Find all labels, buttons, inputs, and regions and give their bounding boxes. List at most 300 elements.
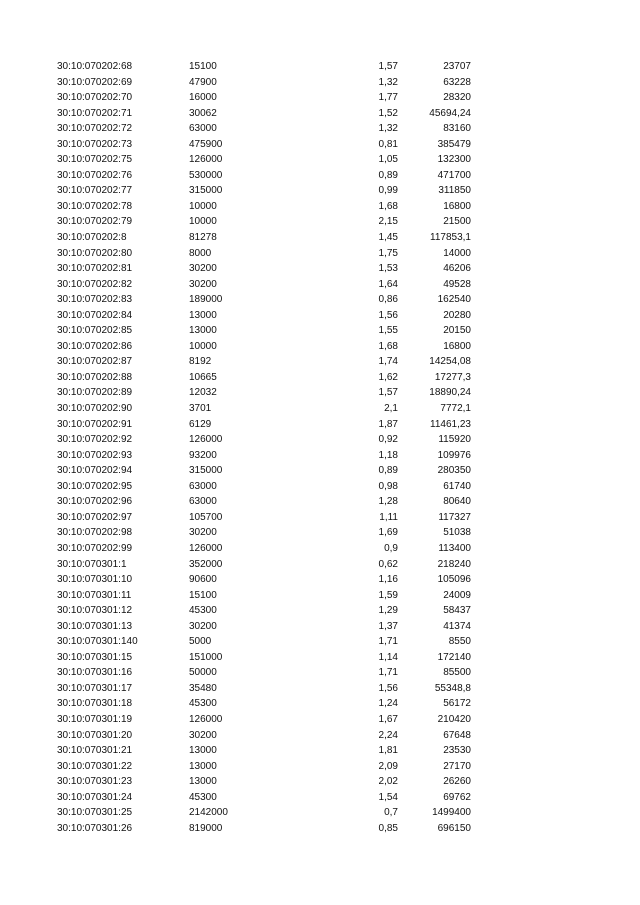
cadastral-number-cell: 30:10:070202:73 [57,138,133,150]
cadastral-number-cell: 30:10:070301:15 [57,651,133,663]
factor-cell: 0,99 [378,185,398,197]
cadastral-number-cell: 30:10:070301:13 [57,620,133,632]
value-cell: 56172 [443,698,471,710]
cadastral-number-cell: 30:10:070202:88 [57,371,133,383]
cadastral-number-cell: 30:10:070202:89 [57,387,133,399]
amount-cell: 47900 [189,76,217,88]
value-cell: 109976 [437,449,471,461]
factor-cell: 1,55 [378,325,398,337]
table-row [57,277,471,293]
factor-cell: 1,45 [378,232,398,244]
table-row [57,790,471,806]
table-row [57,385,471,401]
cadastral-number-cell: 30:10:070301:25 [57,807,133,819]
spacer-cell [309,681,363,697]
factor-cell: 1,24 [378,698,398,710]
amount-cell: 105700 [189,511,223,523]
spacer-cell [309,308,363,324]
value-cell: 49528 [443,278,471,290]
cadastral-number-cell: 30:10:070301:24 [57,791,133,803]
value-cell: 58437 [443,605,471,617]
value-cell: 28320 [443,92,471,104]
cadastral-number-cell: 30:10:070301:140 [57,636,138,648]
factor-cell: 0,62 [378,558,398,570]
cadastral-number-cell: 30:10:070202:81 [57,263,133,275]
factor-cell: 2,02 [378,776,398,788]
table-row [57,152,471,168]
amount-cell: 93200 [189,449,217,461]
table-row [57,370,471,386]
table-row [57,572,471,588]
cadastral-number-cell: 30:10:070202:72 [57,123,133,135]
amount-cell: 10000 [189,216,217,228]
amount-cell: 5000 [189,636,212,648]
factor-cell: 0,98 [378,480,398,492]
factor-cell: 2,1 [384,403,398,415]
amount-cell: 30200 [189,263,217,275]
cadastral-number-cell: 30:10:070301:10 [57,574,133,586]
factor-cell: 0,92 [378,434,398,446]
cadastral-number-cell: 30:10:070202:94 [57,465,133,477]
factor-cell: 1,64 [378,278,398,290]
amount-cell: 45300 [189,791,217,803]
value-cell: 11461,23 [430,418,471,430]
spacer-cell [309,572,363,588]
cadastral-number-cell: 30:10:070202:95 [57,480,133,492]
cadastral-number-cell: 30:10:070202:68 [57,61,133,72]
cadastral-number-cell: 30:10:070202:87 [57,356,133,368]
table-row [57,323,471,339]
cadastral-number-cell: 30:10:070301:23 [57,776,133,788]
amount-cell: 35480 [189,682,217,694]
factor-cell: 0,85 [378,822,398,834]
cadastral-number-cell: 30:10:070202:85 [57,325,133,337]
factor-cell: 2,15 [378,216,398,228]
amount-cell: 13000 [189,776,217,788]
table-row [57,821,471,837]
table-row [57,417,471,433]
value-cell: 8550 [448,636,471,648]
amount-cell: 3701 [189,403,212,415]
spacer-cell [309,277,363,293]
value-cell: 218240 [437,558,471,570]
table-row [57,401,471,417]
table-row [57,743,471,759]
spacer-cell [309,448,363,464]
amount-cell: 475900 [189,138,223,150]
value-cell: 63228 [443,76,471,88]
spacer-cell [309,230,363,246]
factor-cell: 2,09 [378,760,398,772]
value-cell: 1499400 [432,807,471,819]
amount-cell: 30200 [189,278,217,290]
factor-cell: 1,29 [378,605,398,617]
value-cell: 23530 [443,745,471,757]
cadastral-number-cell: 30:10:070202:83 [57,294,133,306]
table-row [57,106,471,122]
factor-cell: 1,28 [378,496,398,508]
value-cell: 51038 [443,527,471,539]
cadastral-number-cell: 30:10:070301:12 [57,605,133,617]
table-row [57,230,471,246]
amount-cell: 315000 [189,465,223,477]
value-cell: 113400 [438,542,471,554]
amount-cell: 30200 [189,527,217,539]
spacer-cell [309,463,363,479]
table-row [57,463,471,479]
factor-cell: 0,9 [384,542,398,554]
table-row [57,774,471,790]
value-cell: 471700 [437,169,471,181]
spacer-cell [309,199,363,215]
factor-cell: 0,81 [378,138,398,150]
table-row [57,510,471,526]
spacer-cell [309,696,363,712]
table-row [57,448,471,464]
amount-cell: 8192 [189,356,212,368]
factor-cell: 0,89 [378,169,398,181]
factor-cell: 0,89 [378,465,398,477]
factor-cell: 1,05 [378,154,398,166]
factor-cell: 1,57 [378,387,398,399]
table-row [57,759,471,775]
amount-cell: 530000 [189,169,223,181]
value-cell: 311850 [438,185,471,197]
table-row [57,137,471,153]
table-row [57,246,471,262]
data-table [57,59,471,836]
value-cell: 26260 [443,776,471,788]
table-row [57,479,471,495]
value-cell: 115920 [438,434,471,446]
cadastral-number-cell: 30:10:070301:22 [57,760,133,772]
amount-cell: 126000 [189,713,223,725]
spacer-cell [309,588,363,604]
table-row [57,183,471,199]
cadastral-number-cell: 30:10:070202:80 [57,247,133,259]
amount-cell: 45300 [189,605,217,617]
amount-cell: 126000 [189,154,223,166]
factor-cell: 0,86 [378,294,398,306]
table-row [57,712,471,728]
table-row [57,619,471,635]
table-row [57,525,471,541]
value-cell: 210420 [437,713,471,725]
spacer-cell [309,650,363,666]
amount-cell: 13000 [189,760,217,772]
cadastral-number-cell: 30:10:070202:8 [57,232,127,244]
factor-cell: 1,62 [378,371,398,383]
table-row [57,121,471,137]
value-cell: 7772,1 [440,403,471,415]
table-row [57,75,471,91]
spacer-cell [309,59,363,75]
table-row [57,557,471,573]
factor-cell: 0,7 [384,807,398,819]
spacer-cell [309,121,363,137]
cadastral-number-cell: 30:10:070202:92 [57,434,133,446]
spacer-cell [309,323,363,339]
value-cell: 17277,3 [434,371,471,383]
value-cell: 172140 [437,651,471,663]
amount-cell: 16000 [189,92,217,104]
value-cell: 80640 [443,496,471,508]
value-cell: 105096 [437,574,471,586]
factor-cell: 1,75 [378,247,398,259]
table-body [57,59,471,836]
table-row [57,214,471,230]
factor-cell: 1,57 [378,61,398,72]
spacer-cell [309,292,363,308]
amount-cell: 10000 [189,200,217,212]
spacer-cell [309,246,363,262]
cadastral-number-cell: 30:10:070202:86 [57,340,133,352]
table-row [57,261,471,277]
table-row [57,588,471,604]
cadastral-number-cell: 30:10:070301:26 [57,822,133,834]
amount-cell: 126000 [189,434,223,446]
amount-cell: 126000 [189,542,223,554]
spacer-cell [309,712,363,728]
value-cell: 41374 [443,620,471,632]
value-cell: 18890,24 [429,387,471,399]
amount-cell: 8000 [189,247,212,259]
factor-cell: 1,54 [378,791,398,803]
value-cell: 85500 [443,667,471,679]
value-cell: 14000 [443,247,471,259]
factor-cell: 1,59 [378,589,398,601]
factor-cell: 1,56 [378,309,398,321]
table-row [57,681,471,697]
cadastral-number-cell: 30:10:070301:18 [57,698,133,710]
value-cell: 16800 [443,200,471,212]
amount-cell: 63000 [189,496,217,508]
spacer-cell [309,168,363,184]
amount-cell: 151000 [189,651,223,663]
cadastral-number-cell: 30:10:070202:76 [57,169,133,181]
spacer-cell [309,137,363,153]
factor-cell: 1,68 [378,340,398,352]
cadastral-number-cell: 30:10:070301:1 [57,558,127,570]
factor-cell: 1,52 [378,107,398,119]
cadastral-number-cell: 30:10:070202:99 [57,542,133,554]
factor-cell: 1,37 [378,620,398,632]
value-cell: 46206 [443,263,471,275]
spacer-cell [309,417,363,433]
spacer-cell [309,261,363,277]
spacer-cell [309,494,363,510]
factor-cell: 1,74 [378,356,398,368]
cadastral-number-cell: 30:10:070202:93 [57,449,133,461]
spacer-cell [309,634,363,650]
table-row [57,339,471,355]
cadastral-number-cell: 30:10:070202:69 [57,76,133,88]
table-row [57,696,471,712]
value-cell: 21500 [443,216,471,228]
factor-cell: 1,32 [378,123,398,135]
spacer-cell [309,603,363,619]
spacer-cell [309,339,363,355]
value-cell: 14254,08 [429,356,471,368]
spacer-cell [309,90,363,106]
spacer-cell [309,354,363,370]
spacer-cell [309,370,363,386]
amount-cell: 15100 [189,589,217,601]
spacer-cell [309,619,363,635]
spacer-cell [309,790,363,806]
amount-cell: 63000 [189,123,217,135]
cadastral-number-cell: 30:10:070301:17 [57,682,133,694]
table-row [57,354,471,370]
cadastral-number-cell: 30:10:070301:16 [57,667,133,679]
value-cell: 696150 [437,822,471,834]
cadastral-number-cell: 30:10:070202:96 [57,496,133,508]
factor-cell: 1,71 [378,667,398,679]
value-cell: 83160 [443,123,471,135]
amount-cell: 63000 [189,480,217,492]
cadastral-number-cell: 30:10:070301:20 [57,729,133,741]
amount-cell: 30200 [189,729,217,741]
factor-cell: 1,68 [378,200,398,212]
value-cell: 20150 [443,325,471,337]
spacer-cell [309,401,363,417]
cadastral-number-cell: 30:10:070202:79 [57,216,133,228]
amount-cell: 10665 [189,371,217,383]
table-row [57,168,471,184]
factor-cell: 1,16 [378,574,398,586]
amount-cell: 2142000 [189,807,228,819]
table-row [57,634,471,650]
table-row [57,541,471,557]
table-row [57,805,471,821]
amount-cell: 352000 [189,558,223,570]
amount-cell: 30062 [189,107,217,119]
spacer-cell [309,183,363,199]
cadastral-number-cell: 30:10:070202:98 [57,527,133,539]
value-cell: 67648 [443,729,471,741]
factor-cell: 1,53 [378,263,398,275]
amount-cell: 81278 [189,232,217,244]
value-cell: 385479 [437,138,471,150]
amount-cell: 90600 [189,574,217,586]
spacer-cell [309,557,363,573]
factor-cell: 1,11 [379,511,398,523]
factor-cell: 1,67 [378,713,398,725]
spacer-cell [309,759,363,775]
cadastral-number-cell: 30:10:070202:82 [57,278,133,290]
spacer-cell [309,541,363,557]
amount-cell: 10000 [189,340,217,352]
value-cell: 16800 [443,340,471,352]
value-cell: 117853,1 [430,232,471,244]
spacer-cell [309,774,363,790]
amount-cell: 6129 [189,418,212,430]
spacer-cell [309,385,363,401]
amount-cell: 13000 [189,325,217,337]
spacer-cell [309,106,363,122]
spacer-cell [309,743,363,759]
spacer-cell [309,432,363,448]
spacer-cell [309,821,363,837]
amount-cell: 30200 [189,620,217,632]
value-cell: 280350 [437,465,471,477]
table-row [57,603,471,619]
value-cell: 55348,8 [434,682,471,694]
amount-cell: 15100 [189,61,217,72]
table-row [57,432,471,448]
factor-cell: 1,56 [378,682,398,694]
value-cell: 24009 [443,589,471,601]
cadastral-number-cell: 30:10:070202:97 [57,511,133,523]
value-cell: 69762 [443,791,471,803]
cadastral-number-cell: 30:10:070202:90 [57,403,133,415]
cadastral-number-cell: 30:10:070202:70 [57,92,133,104]
spacer-cell [309,152,363,168]
value-cell: 20280 [443,309,471,321]
spacer-cell [309,510,363,526]
spacer-cell [309,805,363,821]
amount-cell: 189000 [189,294,223,306]
cadastral-number-cell: 30:10:070202:91 [57,418,133,430]
cadastral-number-cell: 30:10:070202:77 [57,185,133,197]
spacer-cell [309,728,363,744]
factor-cell: 1,71 [378,636,398,648]
factor-cell: 1,69 [378,527,398,539]
cadastral-number-cell: 30:10:070301:21 [57,745,133,757]
spacer-cell [309,665,363,681]
factor-cell: 1,81 [378,745,398,757]
cadastral-number-cell: 30:10:070202:71 [57,107,133,119]
factor-cell: 1,32 [378,76,398,88]
cadastral-number-cell: 30:10:070301:11 [57,589,132,601]
factor-cell: 1,87 [378,418,398,430]
table-row [57,59,471,75]
value-cell: 45694,24 [429,107,471,119]
value-cell: 132300 [437,154,471,166]
spacer-cell [309,75,363,91]
cadastral-number-cell: 30:10:070202:75 [57,154,133,166]
value-cell: 162540 [437,294,471,306]
amount-cell: 819000 [189,822,223,834]
spacer-cell [309,214,363,230]
amount-cell: 12032 [189,387,217,399]
value-cell: 117327 [438,511,471,523]
factor-cell: 1,14 [378,651,398,663]
factor-cell: 2,24 [378,729,398,741]
amount-cell: 50000 [189,667,217,679]
factor-cell: 1,18 [378,449,398,461]
table-row [57,650,471,666]
value-cell: 61740 [443,480,471,492]
cadastral-number-cell: 30:10:070202:78 [57,200,133,212]
value-cell: 23707 [443,61,471,72]
spacer-cell [309,525,363,541]
value-cell: 27170 [443,760,471,772]
cadastral-number-cell: 30:10:070301:19 [57,713,133,725]
table-row [57,665,471,681]
table-row [57,90,471,106]
cadastral-number-cell: 30:10:070202:84 [57,309,133,321]
amount-cell: 315000 [189,185,223,197]
table-row [57,728,471,744]
factor-cell: 1,77 [378,92,398,104]
spacer-cell [309,479,363,495]
amount-cell: 13000 [189,745,217,757]
table-row [57,199,471,215]
table-row [57,292,471,308]
amount-cell: 13000 [189,309,217,321]
table-row [57,308,471,324]
